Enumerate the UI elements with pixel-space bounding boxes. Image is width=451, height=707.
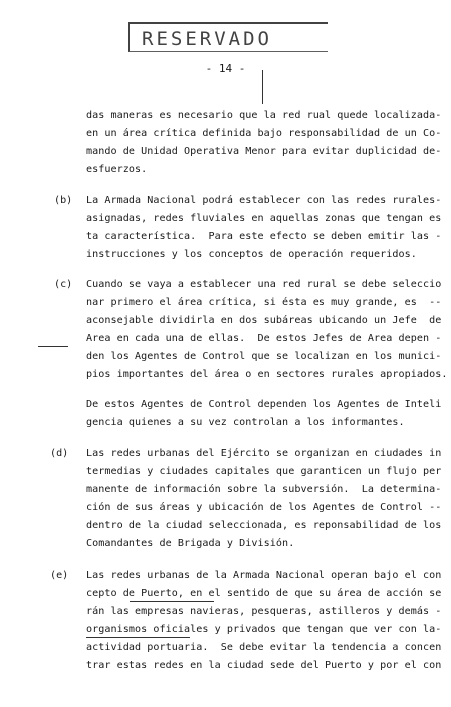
item-line: Las redes urbanas de la Armada Nacional operan bajo el con [86, 570, 442, 581]
reservado-stamp: RESERVADO [128, 22, 328, 52]
paragraph-line: das maneras es necesario que la red rual quede localizada- [86, 110, 442, 121]
item-line: Comandantes de Brigada y División. [86, 538, 295, 549]
item-line: La Armada Nacional podrá establecer con las redes rurales- [86, 195, 442, 206]
item-line: den los Agentes de Control que se localizan en los munici- [86, 351, 442, 362]
item-line: manente de información sobre la subversión. La determina- [86, 484, 442, 495]
item-line: rán las empresas navieras, pesqueras, astilleros y demás - [86, 606, 442, 617]
item-line: organismos oficiales y privados que tengan que ver con la- [86, 624, 442, 635]
paragraph-line: en un área crítica definida bajo responsabilidad de un Co- [86, 128, 442, 139]
item-line: Las redes urbanas del Ejército se organizan en ciudades in [86, 448, 442, 459]
item-line: termedias y ciudades capitales que garanticen un flujo per [86, 466, 442, 477]
paragraph-line: mando de Unidad Operativa Menor para evitar duplicidad de- [86, 146, 442, 157]
margin-stroke [262, 70, 263, 104]
handwritten-underline [130, 601, 214, 602]
item-line: Area en cada una de ellas. De estos Jefes de Area depen - [86, 333, 442, 344]
item-line: actividad portuaria. Se debe evitar la tendencia a concen [86, 642, 442, 653]
item-line: dentro de la ciudad seleccionada, es reponsabilidad de los [86, 520, 442, 531]
item-label: (e) [50, 570, 69, 581]
item-line: cepto de Puerto, en el sentido de que su área de acción se [86, 588, 442, 599]
item-label: (b) [54, 195, 73, 206]
paragraph-line: esfuerzos. [86, 164, 148, 175]
handwritten-underline [86, 637, 190, 638]
item-line: Cuando se vaya a establecer una red rural se debe seleccio [86, 279, 442, 290]
item-line: trar estas redes en la ciudad sede del Puerto y por el con [86, 660, 442, 671]
item-line: gencia quienes a su vez controlan a los informantes. [86, 417, 405, 428]
item-line: nar primero el área crítica, si ésta es muy grande, es -- [86, 297, 442, 308]
item-line: aconsejable dividirla en dos subáreas ubicando un Jefe de [86, 315, 442, 326]
item-line: ta característica. Para este efecto se deben emitir las - [86, 231, 442, 242]
item-label: (d) [50, 448, 69, 459]
item-line: pios importantes del área o en sectores rurales apropiados. [86, 369, 448, 380]
item-label: (c) [54, 279, 73, 290]
item-line: ción de sus áreas y ubicación de los Agentes de Control -- [86, 502, 442, 513]
item-line: De estos Agentes de Control dependen los Agentes de Inteli [86, 399, 442, 410]
page-number: - 14 - [205, 62, 246, 75]
item-line: instrucciones y los conceptos de operación requeridos. [86, 249, 417, 260]
item-line: asignadas, redes fluviales en aquellas zonas que tengan es [86, 213, 442, 224]
margin-dash [38, 346, 68, 347]
